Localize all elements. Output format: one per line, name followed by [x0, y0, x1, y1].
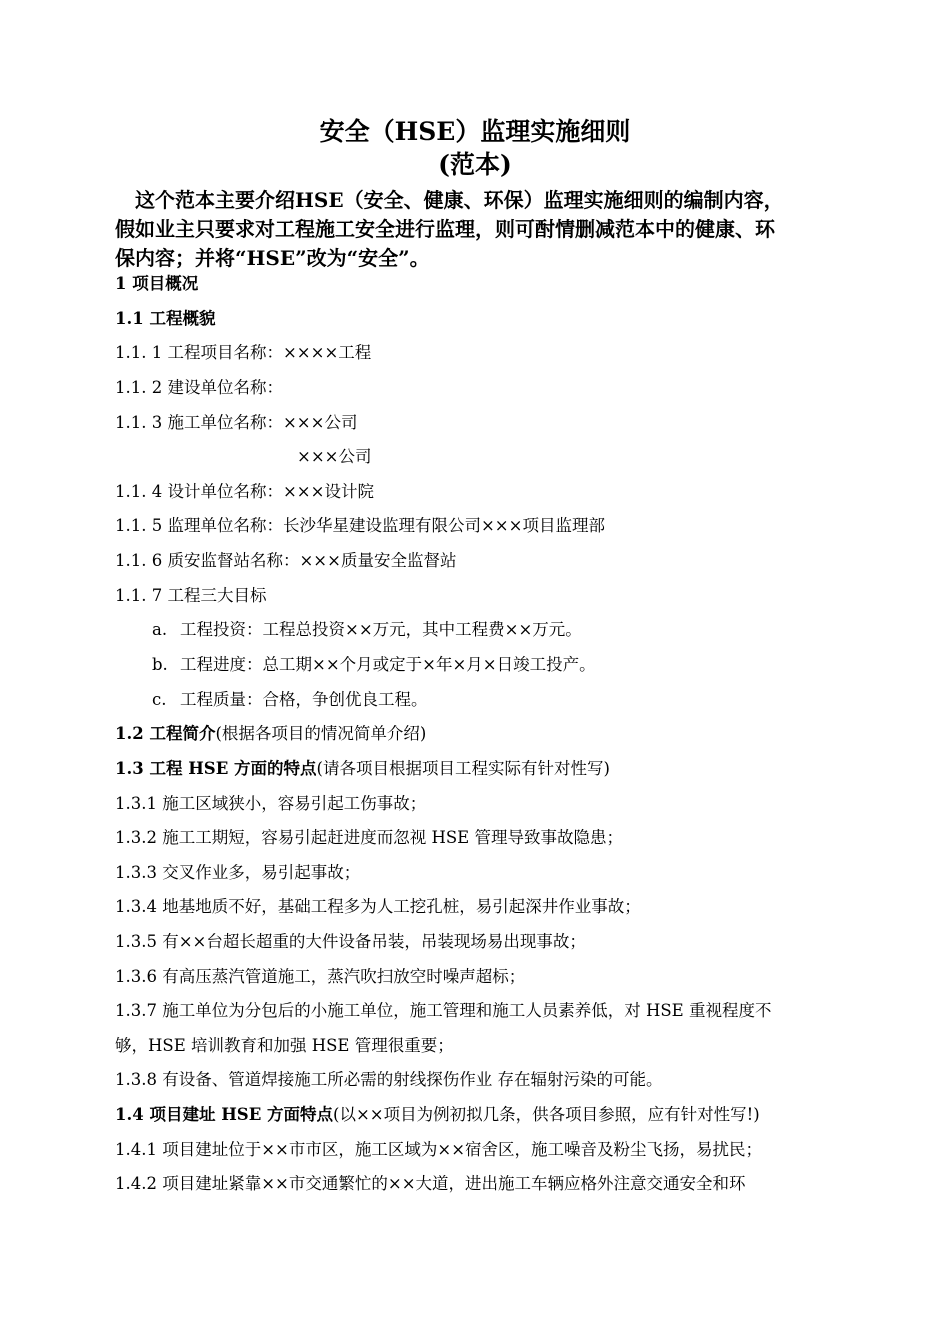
item-1-1-5: 1.1. 5 监理单位名称：长沙华星建设监理有限公司×××项目监理部 — [115, 516, 605, 535]
item-1-3-6: 1.3.6 有高压蒸汽管道施工，蒸汽吹扫放空时噪声超标； — [115, 967, 526, 986]
item-1-3-5: 1.3.5 有××台超长超重的大件设备吊装，吊装现场易出现事故； — [115, 932, 586, 951]
intro-line-1: 这个范本主要介绍HSE（安全、健康、环保）监理实施细则的编制内容， — [115, 188, 784, 212]
goal-label: c. — [152, 690, 167, 709]
section-1-heading: 1 项目概况 — [115, 274, 199, 293]
item-1-3-3: 1.3.3 交叉作业多，易引起事故； — [115, 863, 361, 882]
section-1-2 — [115, 723, 426, 745]
item-1-3-2: 1.3.2 施工工期短，容易引起赶进度而忽视 HSE 管理导致事故隐患； — [115, 828, 623, 847]
goal-item — [152, 654, 596, 676]
document-title: 安全（HSE）监理实施细则 — [319, 117, 631, 146]
item-1-1-6: 1.1. 6 质安监督站名称：×××质量安全监督站 — [115, 551, 457, 570]
section-1-3 — [115, 758, 610, 780]
item-1-3-1: 1.3.1 施工区域狭小，容易引起工伤事故； — [115, 794, 427, 813]
section-1-1-heading: 1.1 工程概貌 — [115, 309, 216, 328]
section-1-2-note: (根据各项目的情况简单介绍) — [215, 724, 427, 743]
item-1-3-7: 1.3.7 施工单位为分包后的小施工单位，施工管理和施工人员素养低，对 HSE 重视程度不 — [115, 1001, 772, 1020]
section-1-3-note: (请各项目根据项目工程实际有针对性写) — [316, 759, 610, 778]
item-1-3-7-continued: 够，HSE 培训教育和加强 HSE 管理很重要； — [115, 1036, 454, 1055]
section-1-4-heading: 1.4 项目建址 HSE 方面特点 — [115, 1105, 334, 1124]
goal-item — [152, 689, 428, 711]
item-1-4-1: 1.4.1 项目建址位于××市市区，施工区域为××宿舍区，施工噪音及粉尘飞扬，易扰民； — [115, 1140, 763, 1159]
item-1-1-3: 1.1. 3 施工单位名称：×××公司 — [115, 413, 358, 432]
item-1-1-1: 1.1. 1 工程项目名称：××××工程 — [115, 343, 372, 362]
goal-text: 工程进度：总工期××个月或定于×年×月×日竣工投产。 — [180, 655, 596, 674]
goal-text: 工程质量：合格，争创优良工程。 — [180, 690, 428, 709]
section-1-4 — [115, 1104, 760, 1126]
section-1-4-note: (以××项目为例初拟几条，供各项目参照，应有针对性写!) — [333, 1105, 760, 1124]
intro-line-2: 假如业主只要求对工程施工安全进行监理，则可酎情删减范本中的健康、环 — [115, 217, 775, 241]
item-1-1-4: 1.1. 4 设计单位名称：×××设计院 — [115, 482, 374, 501]
item-1-4-2: 1.4.2 项目建址紧靠××市交通繁忙的××大道，进出施工车辆应格外注意交通安全和环 — [115, 1174, 746, 1193]
intro-line-3: 保内容；并将“HSE”改为“安全”。 — [115, 246, 430, 270]
item-1-3-4: 1.3.4 地基地质不好，基础工程多为人工挖孔桩，易引起深井作业事故； — [115, 897, 641, 916]
section-1-3-heading: 1.3 工程 HSE 方面的特点 — [115, 759, 317, 778]
item-1-1-3-continued: ×××公司 — [297, 447, 372, 466]
goal-label: a. — [152, 620, 168, 639]
goal-label: b. — [152, 655, 168, 674]
item-1-1-7: 1.1. 7 工程三大目标 — [115, 586, 267, 605]
document-subtitle: (范本) — [438, 150, 512, 179]
goal-text: 工程投资：工程总投资××万元，其中工程费××万元。 — [180, 620, 582, 639]
item-1-3-8: 1.3.8 有设备、管道焊接施工所必需的射线探伤作业 存在辐射污染的可能。 — [115, 1070, 663, 1089]
section-1-2-heading: 1.2 工程简介 — [115, 724, 216, 743]
item-1-1-2: 1.1. 2 建设单位名称： — [115, 378, 283, 397]
goal-item — [152, 619, 582, 641]
